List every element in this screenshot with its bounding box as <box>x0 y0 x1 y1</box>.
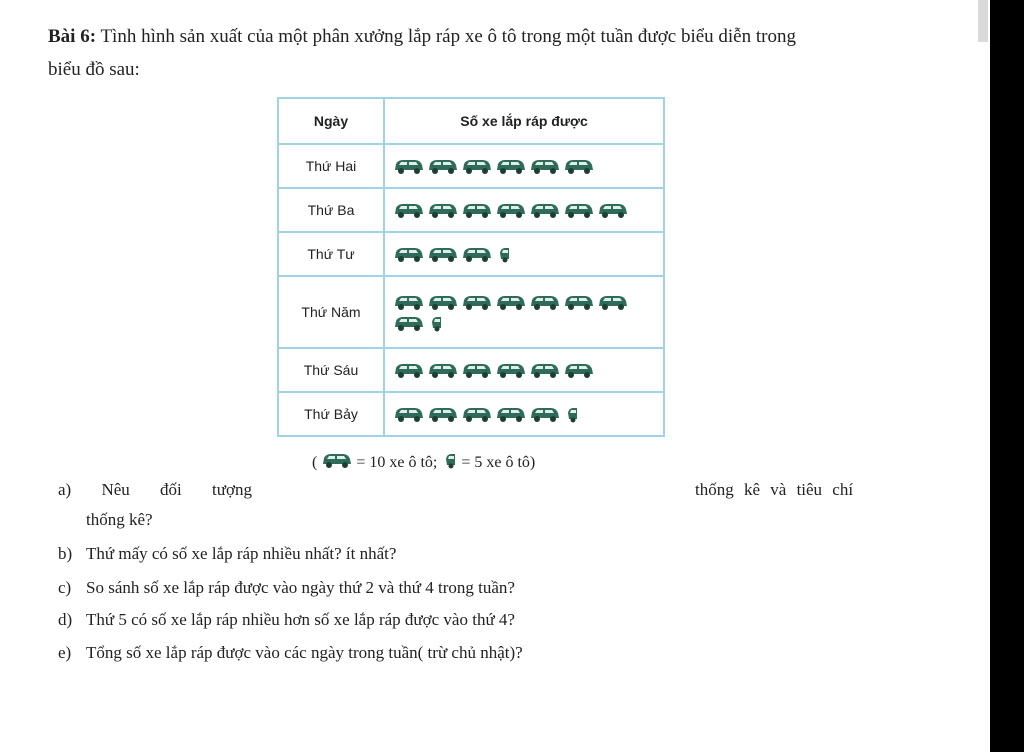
car-icon <box>495 293 526 311</box>
day-cell: Thứ Hai <box>278 144 384 188</box>
half-car-icon <box>427 314 443 332</box>
icons-cell <box>384 392 664 436</box>
day-cell: Thứ Tư <box>278 232 384 276</box>
car-icon <box>393 293 424 311</box>
question-a-text-left: Nêu đối tượng <box>101 480 252 499</box>
car-icon <box>563 157 594 175</box>
car-icon <box>321 451 352 474</box>
table-row <box>278 188 664 232</box>
scrollbar-thumb[interactable] <box>978 0 988 42</box>
question-c-text: So sánh số xe lắp ráp được vào ngày thứ 2 và thứ 4 trong tuần? <box>86 578 515 597</box>
question-c <box>58 574 515 602</box>
icon-row <box>393 314 663 332</box>
icons-cell <box>384 232 664 276</box>
car-icon <box>461 157 492 175</box>
question-a-text-right: thống kê và tiêu chí <box>695 480 854 499</box>
car-icon <box>495 201 526 219</box>
half-car-icon <box>441 451 457 469</box>
question-d-label: d) <box>58 610 73 629</box>
exercise-label: Bài 6: <box>48 26 97 47</box>
car-icon <box>427 293 458 311</box>
car-icon <box>597 201 628 219</box>
icon-row <box>393 361 663 379</box>
icon-row <box>393 201 663 219</box>
half-car-icon <box>495 245 511 263</box>
car-icon <box>393 405 424 423</box>
half-car-icon <box>441 451 457 474</box>
day-cell: Thứ Năm <box>278 276 384 348</box>
table-row <box>278 276 664 348</box>
car-icon <box>529 361 560 379</box>
car-icon <box>529 405 560 423</box>
question-c-label: c) <box>58 578 72 597</box>
question-a-text-cont: thống kê? <box>86 510 153 529</box>
pictograph-table <box>277 97 665 437</box>
question-b-label: b) <box>58 544 73 563</box>
legend-open: ( <box>312 453 318 471</box>
table-row <box>278 232 664 276</box>
car-icon <box>529 201 560 219</box>
car-icon <box>427 201 458 219</box>
legend-full-text: = 10 xe ô tô; <box>356 453 438 471</box>
car-icon <box>563 293 594 311</box>
car-icon <box>427 405 458 423</box>
icons-cell <box>384 348 664 392</box>
car-icon <box>393 314 424 332</box>
day-cell: Thứ Bảy <box>278 392 384 436</box>
car-icon <box>597 293 628 311</box>
car-icon <box>495 405 526 423</box>
car-icon <box>461 245 492 263</box>
icons-cell <box>384 188 664 232</box>
car-icon <box>461 293 492 311</box>
car-icon <box>427 245 458 263</box>
car-icon <box>461 201 492 219</box>
legend-half-text: = 5 xe ô tô) <box>461 453 536 471</box>
car-icon <box>461 405 492 423</box>
car-icon <box>427 361 458 379</box>
icon-row <box>393 405 663 423</box>
day-cell: Thứ Sáu <box>278 348 384 392</box>
car-icon <box>393 245 424 263</box>
question-d <box>58 606 515 634</box>
icons-cell <box>384 144 664 188</box>
car-icon <box>529 293 560 311</box>
icon-row <box>393 157 663 175</box>
car-icon <box>529 157 560 175</box>
icon-row <box>393 245 663 263</box>
exercise-text-line1: Tình hình sản xuất của một phân xưởng lắp ráp xe ô tô trong một tuần được biểu diễn trong <box>100 26 796 47</box>
table-row <box>278 348 664 392</box>
question-a <box>58 480 252 500</box>
header-count: Số xe lắp ráp được <box>384 98 664 144</box>
car-icon <box>563 201 594 219</box>
exercise-heading <box>48 20 908 86</box>
car-icon <box>495 361 526 379</box>
side-black-bar <box>990 0 1024 752</box>
car-icon <box>393 157 424 175</box>
car-icon <box>495 157 526 175</box>
table-row <box>278 144 664 188</box>
question-d-text: Thứ 5 có số xe lắp ráp nhiều hơn số xe lắp ráp được vào thứ 4? <box>86 610 515 629</box>
question-e <box>58 639 523 667</box>
day-cell: Thứ Ba <box>278 188 384 232</box>
icon-row <box>393 293 663 311</box>
exercise-text-line2: biểu đồ sau: <box>48 59 140 80</box>
question-e-label: e) <box>58 643 72 662</box>
question-a-label: a) <box>58 480 72 499</box>
car-icon <box>321 451 352 469</box>
car-icon <box>427 157 458 175</box>
car-icon <box>563 361 594 379</box>
icons-cell <box>384 276 664 348</box>
question-b <box>58 540 396 568</box>
car-icon <box>461 361 492 379</box>
chart-legend <box>312 451 535 474</box>
question-e-text: Tổng số xe lắp ráp được vào các ngày trong tuần( trừ chủ nhật)? <box>86 643 523 662</box>
table-row <box>278 392 664 436</box>
header-day: Ngày <box>278 98 384 144</box>
half-car-icon <box>563 405 579 423</box>
question-b-text: Thứ mấy có số xe lắp ráp nhiều nhất? ít nhất? <box>86 544 397 563</box>
car-icon <box>393 201 424 219</box>
car-icon <box>393 361 424 379</box>
